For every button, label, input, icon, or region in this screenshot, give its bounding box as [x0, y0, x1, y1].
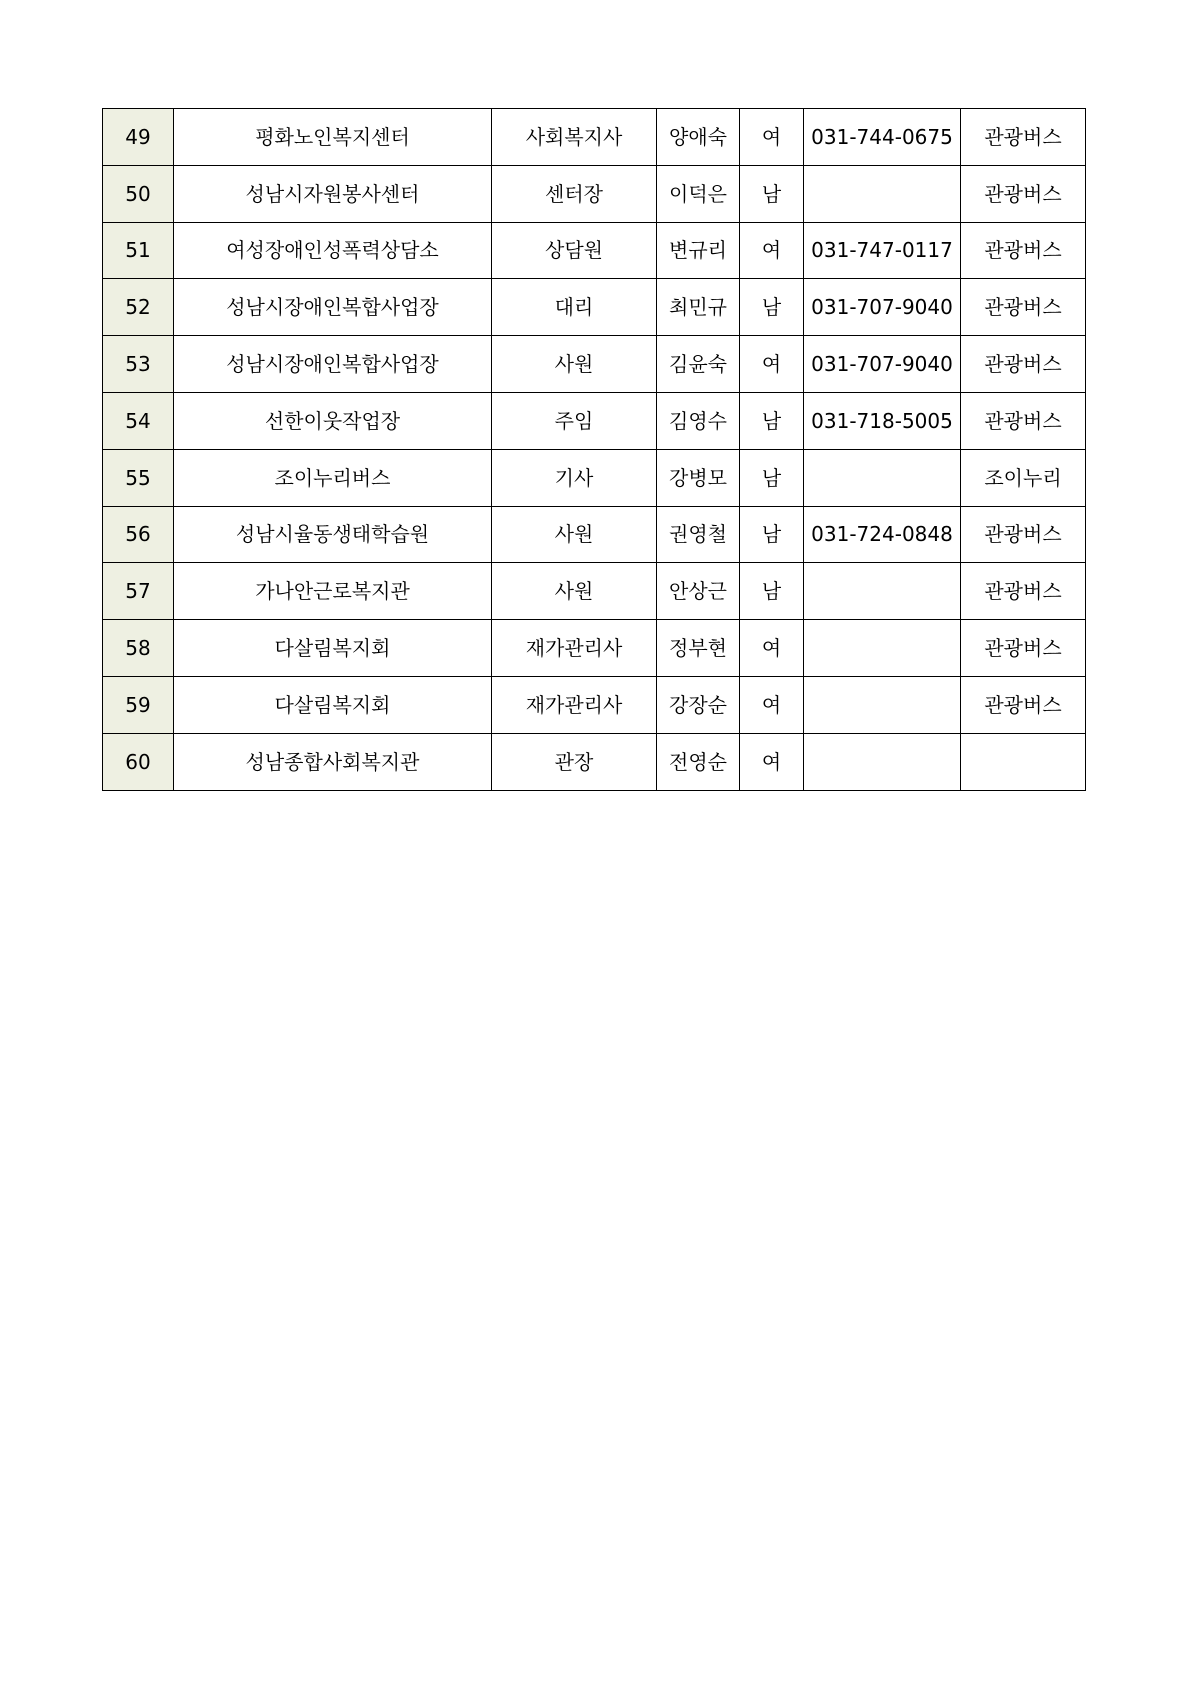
- phone-cell: [804, 449, 961, 506]
- transport-cell: 관광버스: [961, 563, 1086, 620]
- position-cell: 상담원: [492, 222, 657, 279]
- phone-cell: 031-718-5005: [804, 392, 961, 449]
- row-number-cell: 51: [103, 222, 174, 279]
- name-cell: 김윤숙: [657, 336, 740, 393]
- name-cell: 전영순: [657, 733, 740, 790]
- phone-cell: 031-707-9040: [804, 336, 961, 393]
- name-cell: 변규리: [657, 222, 740, 279]
- gender-cell: 남: [740, 449, 804, 506]
- table-row: [103, 506, 1086, 563]
- table-row: [103, 165, 1086, 222]
- organization-cell: 평화노인복지센터: [174, 109, 492, 166]
- table-row: [103, 336, 1086, 393]
- gender-cell: 여: [740, 620, 804, 677]
- transport-cell: 관광버스: [961, 506, 1086, 563]
- participant-table: [102, 108, 1086, 791]
- position-cell: 센터장: [492, 165, 657, 222]
- transport-cell: 관광버스: [961, 109, 1086, 166]
- position-cell: 사원: [492, 336, 657, 393]
- organization-cell: 선한이웃작업장: [174, 392, 492, 449]
- row-number-cell: 60: [103, 733, 174, 790]
- row-number-cell: 50: [103, 165, 174, 222]
- organization-cell: 다살림복지회: [174, 676, 492, 733]
- organization-cell: 조이누리버스: [174, 449, 492, 506]
- name-cell: 정부현: [657, 620, 740, 677]
- gender-cell: 남: [740, 506, 804, 563]
- position-cell: 사회복지사: [492, 109, 657, 166]
- table-row: [103, 279, 1086, 336]
- organization-cell: 성남시율동생태학습원: [174, 506, 492, 563]
- row-number-cell: 49: [103, 109, 174, 166]
- row-number-cell: 56: [103, 506, 174, 563]
- name-cell: 최민규: [657, 279, 740, 336]
- row-number-cell: 54: [103, 392, 174, 449]
- name-cell: 양애숙: [657, 109, 740, 166]
- gender-cell: 여: [740, 676, 804, 733]
- name-cell: 안상근: [657, 563, 740, 620]
- name-cell: 권영철: [657, 506, 740, 563]
- position-cell: 대리: [492, 279, 657, 336]
- table-row: [103, 620, 1086, 677]
- position-cell: 사원: [492, 506, 657, 563]
- gender-cell: 남: [740, 392, 804, 449]
- organization-cell: 여성장애인성폭력상담소: [174, 222, 492, 279]
- phone-cell: [804, 563, 961, 620]
- phone-cell: [804, 620, 961, 677]
- phone-cell: [804, 733, 961, 790]
- row-number-cell: 53: [103, 336, 174, 393]
- table-row: [103, 392, 1086, 449]
- position-cell: 주임: [492, 392, 657, 449]
- transport-cell: [961, 733, 1086, 790]
- transport-cell: 관광버스: [961, 392, 1086, 449]
- position-cell: 기사: [492, 449, 657, 506]
- gender-cell: 여: [740, 222, 804, 279]
- table-row: [103, 676, 1086, 733]
- table-row: [103, 449, 1086, 506]
- name-cell: 이덕은: [657, 165, 740, 222]
- name-cell: 김영수: [657, 392, 740, 449]
- table-row: [103, 563, 1086, 620]
- row-number-cell: 59: [103, 676, 174, 733]
- organization-cell: 성남시장애인복합사업장: [174, 279, 492, 336]
- row-number-cell: 55: [103, 449, 174, 506]
- row-number-cell: 52: [103, 279, 174, 336]
- transport-cell: 관광버스: [961, 676, 1086, 733]
- table-row: [103, 109, 1086, 166]
- row-number-cell: 58: [103, 620, 174, 677]
- gender-cell: 여: [740, 336, 804, 393]
- gender-cell: 남: [740, 279, 804, 336]
- gender-cell: 여: [740, 733, 804, 790]
- organization-cell: 성남시장애인복합사업장: [174, 336, 492, 393]
- position-cell: 사원: [492, 563, 657, 620]
- name-cell: 강장순: [657, 676, 740, 733]
- transport-cell: 관광버스: [961, 336, 1086, 393]
- organization-cell: 성남시자원봉사센터: [174, 165, 492, 222]
- row-number-cell: 57: [103, 563, 174, 620]
- organization-cell: 가나안근로복지관: [174, 563, 492, 620]
- transport-cell: 관광버스: [961, 165, 1086, 222]
- gender-cell: 남: [740, 165, 804, 222]
- position-cell: 재가관리사: [492, 676, 657, 733]
- phone-cell: 031-744-0675: [804, 109, 961, 166]
- transport-cell: 조이누리: [961, 449, 1086, 506]
- phone-cell: 031-707-9040: [804, 279, 961, 336]
- position-cell: 재가관리사: [492, 620, 657, 677]
- name-cell: 강병모: [657, 449, 740, 506]
- gender-cell: 남: [740, 563, 804, 620]
- phone-cell: [804, 676, 961, 733]
- position-cell: 관장: [492, 733, 657, 790]
- table-row: [103, 733, 1086, 790]
- transport-cell: 관광버스: [961, 222, 1086, 279]
- gender-cell: 여: [740, 109, 804, 166]
- table-row: [103, 222, 1086, 279]
- organization-cell: 성남종합사회복지관: [174, 733, 492, 790]
- phone-cell: 031-747-0117: [804, 222, 961, 279]
- transport-cell: 관광버스: [961, 620, 1086, 677]
- phone-cell: 031-724-0848: [804, 506, 961, 563]
- phone-cell: [804, 165, 961, 222]
- transport-cell: 관광버스: [961, 279, 1086, 336]
- organization-cell: 다살림복지회: [174, 620, 492, 677]
